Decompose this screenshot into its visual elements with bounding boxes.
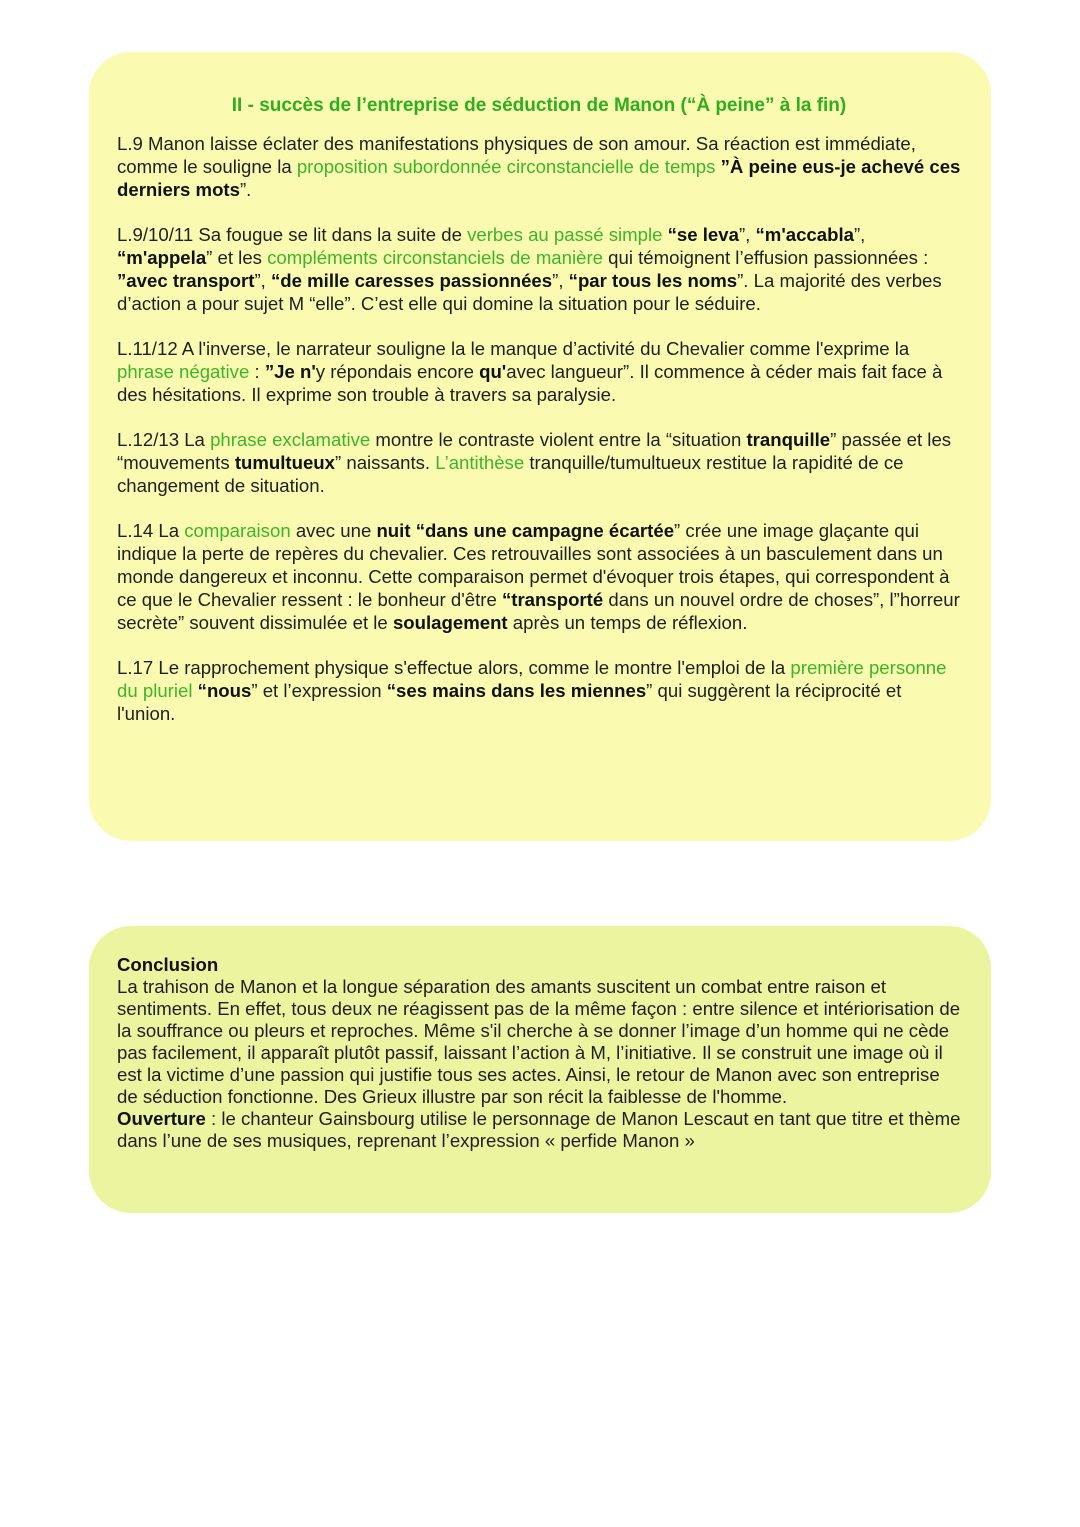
grammar-term: première personne du pluriel [117,657,947,701]
conclusion-title: Conclusion [117,954,219,975]
opening-label: Ouverture [117,1108,206,1129]
quotation: tumultueux [234,452,336,473]
text-run: ”. [239,179,252,200]
quotation: “se leva [667,224,739,245]
quotation: “nous [197,680,252,701]
grammar-term: phrase exclamative [210,429,371,450]
paragraph-l17 [117,656,961,725]
grammar-term: verbes au passé simple [467,224,663,245]
text-run: L.11/12 A l'inverse, le narrateur souligne la le manque d’activité du Chevalier comme l'exprime la [117,338,910,359]
text-run: ”. La majorité des verbes d’action a pour sujet M “elle”. C’est elle qui domine la situation pour le séduire. [117,270,942,314]
text-run: après un temps de réflexion. [507,612,748,633]
quotation: “transporté [501,589,604,610]
quotation: tranquille [746,429,831,450]
text-run: ” crée une image glaçante qui indique la perte de repères du chevalier. Ces retrouvailles sont associées à un basculement dans un monde dangereux et inconnu. Cette comparaison permet d'évoquer trois étapes, qui correspondent à ce que le Chevalier ressent : le bonheur d'être [117,520,950,610]
quotation: ”À peine eus-je achevé ces derniers mots [117,156,961,200]
text-run: L.12/13 La [117,429,211,450]
text-run: ” et l’expression [251,680,387,701]
text-run: ”, [853,224,866,245]
grammar-term: compléments circonstanciels de manière [267,247,603,268]
text-run: y répondais encore [315,361,480,382]
quotation: “de mille caresses passionnées [270,270,553,291]
opening-paragraph [117,1108,961,1152]
text-run: dans un nouvel ordre de choses”, l”horreur secrète” souvent dissimulée et le [117,589,960,633]
text-run: ”, [254,270,271,291]
analysis-card [89,52,991,841]
quotation: qu' [479,361,507,382]
quotation: ”avec transport [117,270,255,291]
grammar-term: phrase négative [117,361,250,382]
opening-text: : le chanteur Gainsbourg utilise le personnage de Manon Lescaut en tant que titre et thème dans l’une de ses musiques, reprenant l’expression « perfide Manon » [117,1108,961,1151]
quotation: ”Je n' [264,361,316,382]
paragraph-l9 [117,132,961,201]
text-run: montre le contraste violent entre la “situation [370,429,747,450]
text-run: ” et les [206,247,268,268]
grammar-term: proposition subordonnée circonstancielle de temps [296,156,716,177]
text-run: tranquille/tumultueux restitue la rapidité de ce changement de situation. [117,452,904,496]
text-run: L.17 Le rapprochement physique s'effectue alors, comme le montre l'emploi de la [117,657,791,678]
text-run: L.9 Manon laisse éclater des manifestations physiques de son amour. Sa réaction est immédiate, comme le souligne la [117,133,916,177]
conclusion-heading [117,954,961,976]
text-run: ”, [552,270,569,291]
text-run: qui témoignent l’effusion passionnées : [603,247,929,268]
text-run: ”, [738,224,756,245]
quotation: “m'appela [117,247,207,268]
text-run: L.14 La [117,520,185,541]
grammar-term: comparaison [184,520,291,541]
conclusion-body: La trahison de Manon et la longue séparation des amants suscitent un combat entre raison et sentiments. En effet, tous deux ne réagissent pas de la même façon : entre silence et intériorisation de la souffrance ou pleurs et reproches. Même s'il cherche à se donner l’image d’un homme qui ne cède pas facilement, il apparaît plutôt passif, laissant l’action à M, l’initiative. Il se construit une image où il est la victime d’une passion qui justifie tous ses actes. Ainsi, le retour de Manon avec son entreprise de séduction fonctionne. Des Grieux illustre par son récit la faiblesse de l'homme. [117,976,961,1107]
paragraph-l14 [117,519,961,634]
text-run: : [249,361,265,382]
quotation: nuit “dans une campagne écartée [376,520,675,541]
paragraph-l9-10-11 [117,223,961,315]
text-run: ” passée et les “mouvements [117,429,952,473]
paragraph-l11-12 [117,337,961,406]
text-run: avec langueur”. Il commence à céder mais fait face à des hésitations. Il exprime son trouble à travers sa paralysie. [117,361,943,405]
text-run: ” naissants. [335,452,436,473]
text-run: avec une [290,520,377,541]
quotation: “ses mains dans les miennes [386,680,647,701]
quotation: “m'accabla [755,224,854,245]
conclusion-card [89,926,991,1213]
grammar-term: L’antithèse [435,452,525,473]
quotation: soulagement [392,612,508,633]
quotation: “par tous les noms [568,270,738,291]
paragraph-l12-13 [117,428,961,497]
text-run: L.9/10/11 Sa fougue se lit dans la suite de [117,224,468,245]
section-title: II - succès de l’entreprise de séduction de Manon (“À peine” à la fin) [231,95,847,116]
text-run: ” qui suggèrent la réciprocité et l'union. [117,680,902,724]
